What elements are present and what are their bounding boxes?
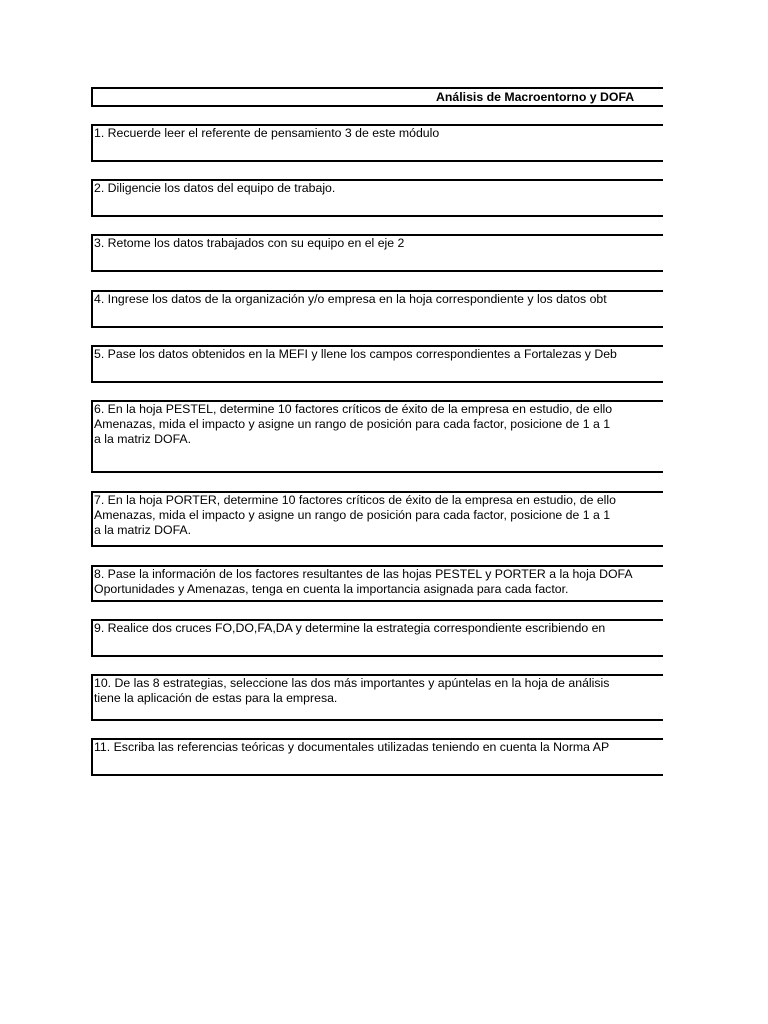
- instruction-5-line-1: 5. Pase los datos obtenidos en la MEFI y llene los campos correspondientes a Fortalezas y Deb: [94, 347, 617, 361]
- instruction-cell-6: [91, 400, 671, 473]
- instruction-cell-11: [91, 738, 671, 776]
- instruction-11-line-1: 11. Escriba las referencias teóricas y documentales utilizadas teniendo en cuenta la Norma AP: [94, 740, 610, 754]
- instruction-4-line-1: 4. Ingrese los datos de la organización y/o empresa en la hoja correspondiente y los datos obt: [94, 292, 607, 306]
- instruction-3-line-1: 3. Retome los datos trabajados con su equipo en el eje 2: [94, 236, 405, 250]
- instruction-2-line-1: 2. Diligencie los datos del equipo de trabajo.: [94, 181, 336, 195]
- instruction-8-line-2: Oportunidades y Amenazas, tenga en cuenta la importancia asignada para cada factor.: [94, 582, 569, 596]
- instruction-7-line-1: 7. En la hoja PORTER, determine 10 factores críticos de éxito de la empresa en estudio, de ello: [94, 493, 616, 507]
- instruction-7-line-3: a la matriz DOFA.: [94, 523, 192, 537]
- instruction-cell-9: [91, 619, 671, 657]
- instruction-6-line-2: Amenazas, mida el impacto y asigne un rango de posición para cada factor, posicione de 1 a 1: [94, 417, 611, 431]
- instruction-cell-5: [91, 345, 671, 383]
- instruction-8-line-1: 8. Pase la información de los factores resultantes de las hojas PESTEL y PORTER a la hoja DOFA: [94, 567, 633, 581]
- instruction-cell-4: [91, 290, 671, 328]
- sheet-title-cell: [91, 87, 671, 107]
- instruction-cell-10: [91, 674, 671, 721]
- instruction-6-line-1: 6. En la hoja PESTEL, determine 10 factores críticos de éxito de la empresa en estudio, de ello: [94, 402, 613, 416]
- instruction-6-line-3: a la matriz DOFA.: [94, 432, 192, 446]
- instruction-cell-7: [91, 491, 671, 547]
- sheet-title: Análisis de Macroentorno y DOFA: [436, 90, 635, 104]
- instruction-9-line-1: 9. Realice dos cruces FO,DO,FA,DA y determine la estrategia correspondiente escribiendo en: [94, 621, 606, 635]
- instruction-10-line-2: tiene la aplicación de estas para la empresa.: [94, 691, 338, 705]
- page-right-margin: [663, 0, 768, 1024]
- instruction-cell-1: [91, 124, 671, 162]
- instruction-1-line-1: 1. Recuerde leer el referente de pensamiento 3 de este módulo: [94, 126, 440, 140]
- instruction-7-line-2: Amenazas, mida el impacto y asigne un rango de posición para cada factor, posicione de 1 a 1: [94, 508, 611, 522]
- instruction-10-line-1: 10. De las 8 estrategias, seleccione las dos más importantes y apúntelas en la hoja de análisis: [94, 676, 610, 690]
- instruction-cell-2: [91, 179, 671, 217]
- instruction-cell-3: [91, 234, 671, 272]
- instruction-cell-8: [91, 565, 671, 602]
